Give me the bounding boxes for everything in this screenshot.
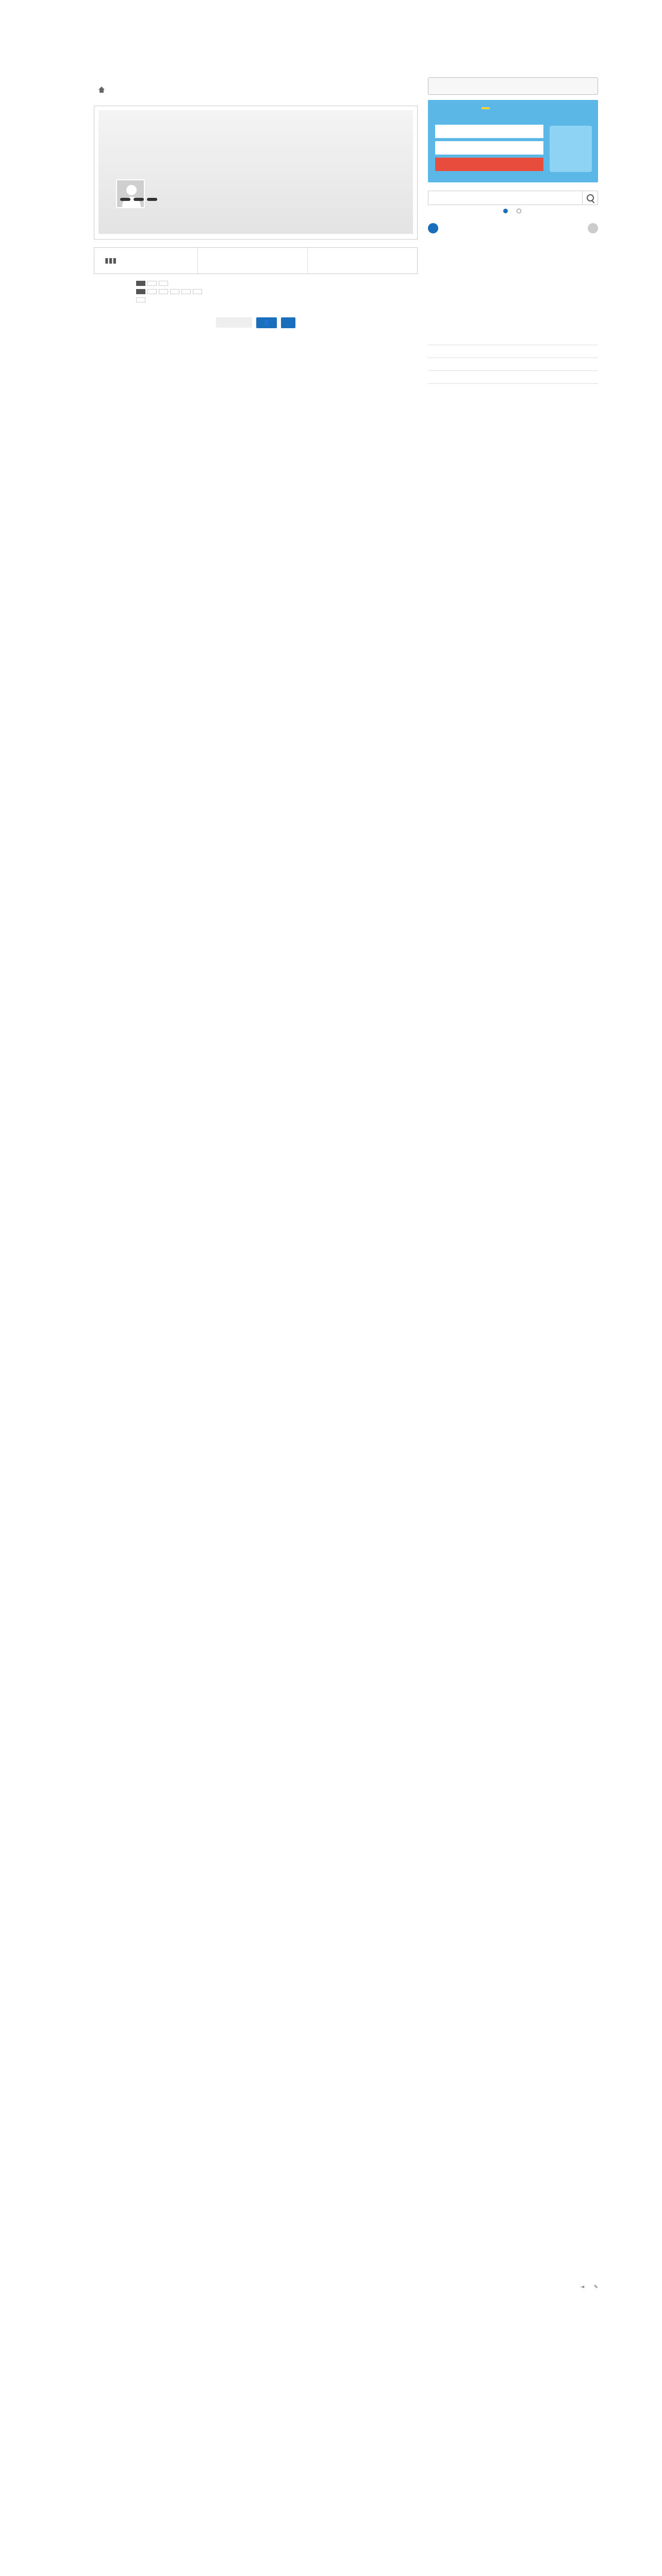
filter-order-new-old[interactable] [147,281,157,286]
stats-tweet-count [307,248,417,274]
next-page-button[interactable] [281,317,295,328]
hashtags-box [428,383,598,387]
action-buttons [94,317,418,328]
stats-panel [94,247,418,274]
radio-dot [517,209,521,213]
ad-row-1 [435,125,543,138]
recent-box [428,345,598,348]
home-icon[interactable] [98,87,105,93]
register-link[interactable] [594,2284,598,2290]
login-link[interactable] [580,2284,584,2290]
profile-card [94,106,418,240]
calendar-prev-icon[interactable] [428,223,438,233]
footer-bar [0,2277,662,2300]
search-bar [428,191,598,205]
filter-type-rt[interactable] [170,289,179,294]
filter-type-row [94,289,418,294]
filter-type-image[interactable] [193,289,202,294]
profile-banner [98,110,413,234]
chart-icon: ▮▮▮ [105,257,117,265]
calendar-next-icon[interactable] [588,223,598,233]
filter-type-rt-incl[interactable] [181,289,191,294]
update-button[interactable] [428,77,598,95]
radio-and[interactable] [503,208,509,214]
profile-badges [120,198,157,201]
ad-headline [482,107,490,109]
filter-type-mention[interactable] [159,289,168,294]
friends-box [428,370,598,374]
search-input[interactable] [428,191,583,205]
ad-illustration [550,126,592,172]
user-icon: 👤 [263,320,270,326]
filter-type-link[interactable] [136,297,145,302]
badge-follower[interactable] [134,198,144,201]
search-mode [428,208,598,214]
filter-type-row-2 [94,297,418,302]
search-icon[interactable] [583,191,598,205]
register-icon: ✎ [593,2284,598,2290]
radio-or[interactable] [517,208,523,214]
badge-follow[interactable] [120,198,130,201]
avatar [116,179,145,208]
ad-row-3 [435,158,543,171]
filter-type-reply[interactable] [147,289,157,294]
filter-order-new[interactable] [136,281,145,286]
ad-banner[interactable] [428,100,598,182]
stats-twitter-age [197,248,307,274]
filter-order-row [94,281,418,286]
prev-page-button[interactable] [216,317,252,328]
ad-row-2 [435,141,543,155]
calendar [428,222,598,335]
breadcrumb [98,87,109,93]
login-icon: ⇥ [580,2284,585,2290]
filters [94,281,418,306]
filter-type-all[interactable] [136,289,145,294]
badge-tweet[interactable] [147,198,157,201]
sidebar [428,77,598,392]
profile-link-button[interactable] [256,317,277,328]
radio-dot [503,209,508,213]
archives-box [428,358,598,361]
stats-title [94,248,197,274]
filter-order-old-new[interactable] [159,281,168,286]
